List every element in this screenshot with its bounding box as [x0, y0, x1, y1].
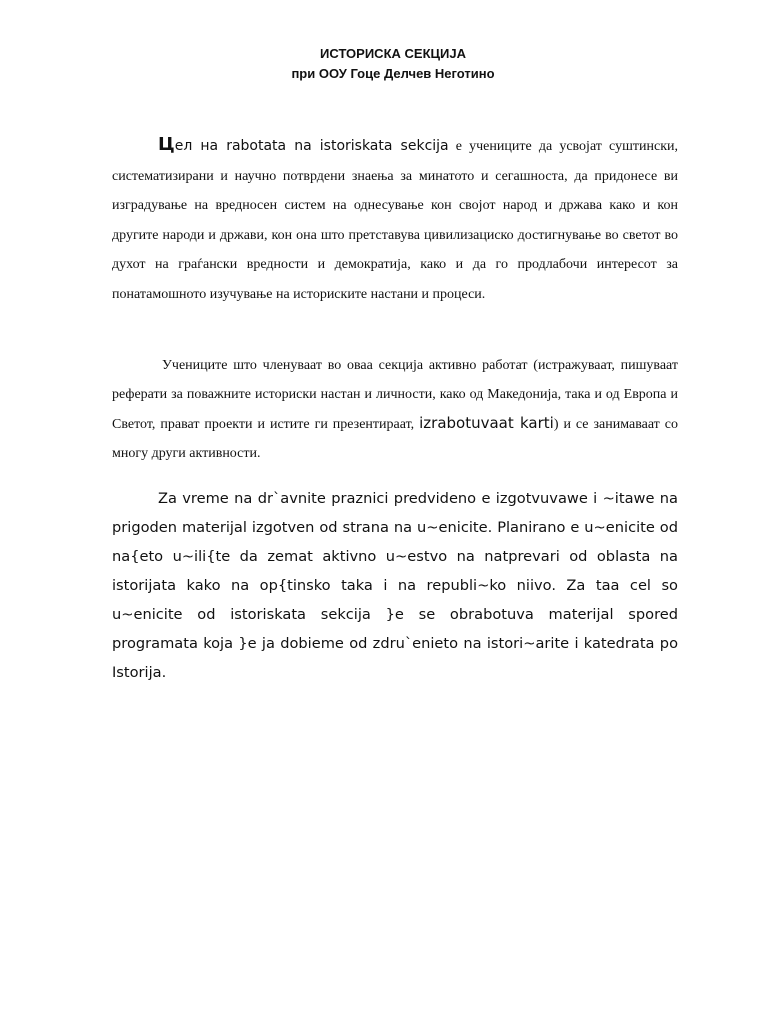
drop-initial: Ц: [158, 134, 175, 155]
paragraph-goal-rest: е учениците да усвојат суштински, систематизирани и научно потврдени знаења за минатото и сегашноста, да придонесе ви изградување на вредносен систем на однесување кон својот народ и држава како и кон другите народи и држави, кон она што претставува цивилизациско достигнување во светот во духот на граѓански вредности и демократија, како и да го продлабочи интересот за понатамошното изучување на историските настани и процеси.: [112, 139, 678, 302]
paragraph-activities: [112, 351, 678, 468]
paragraph-goal: [112, 130, 678, 309]
document-subtitle: при ООУ Гоце Делчев Неготино: [291, 66, 495, 81]
paragraph-goal-lead: ел на rabotata na istoriskata sekcija: [174, 138, 449, 154]
paragraph-activities-after: ) и се занимаваат со многу други активности.: [112, 417, 678, 461]
paragraph-activities-before: Учениците што членуваат во оваа секција активно работат (истражуваат, пишуваат реферати за поважните историски настан и личности, како од Македонија, така и од Европа и Светот, прават проекти и истите ги презентираат,: [112, 358, 678, 432]
paragraph-holidays-text: Za vreme na dr`avnite praznici predvideno e izgotvuvawe i ~itawe na prigoden materijal izgotven od strana na u~enicite. Planirano e u~enicite od na{eto u~ili{te da zemat aktivno u~estvo na natprevari od oblasta na istorijata kako na op{tinsko taka i na republi~ko niivo. Za taa cel so u~enicite od istoriskata sekcija }e se obrabotuva materijal spored programata koja }e ja dobieme od zdru`enieto na istori~arite i katedrata po Istorija.: [112, 490, 678, 681]
paragraph-activities-sans: izrabotuvaat karti: [419, 414, 554, 432]
document-header: [0, 44, 768, 84]
document-title: ИСТОРИСКА СЕКЦИЈА: [320, 46, 466, 61]
paragraph-holidays: [112, 484, 678, 687]
